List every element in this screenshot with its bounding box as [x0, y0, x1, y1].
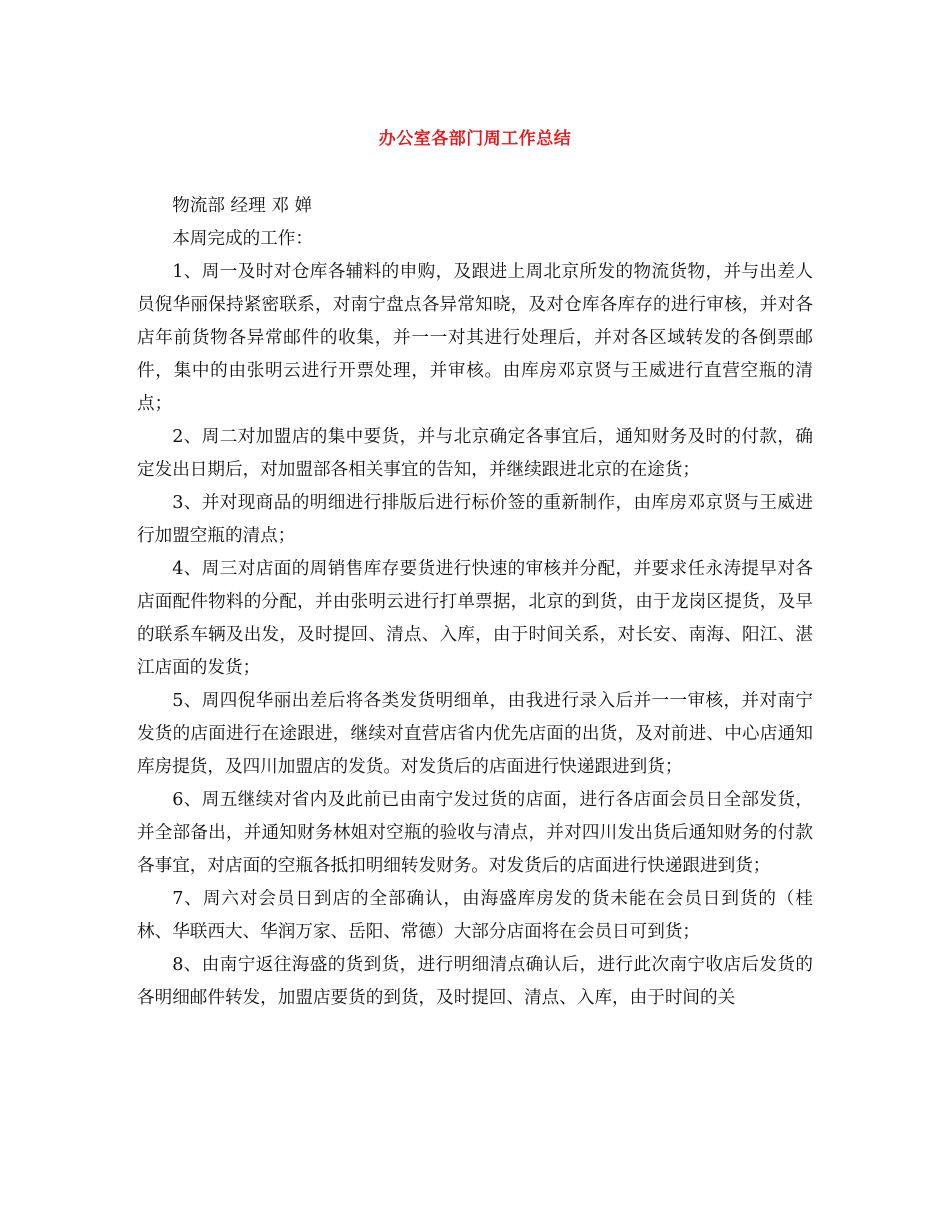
paragraph-item-3: 3、并对现商品的明细进行排版后进行标价签的重新制作，由库房邓京贤与王威进行加盟空瓶的清点； [137, 493, 813, 546]
paragraph-item-8: 8、由南宁返往海盛的货到货，进行明细清点确认后，进行此次南宁收店后发货的各明细邮件转发，加盟店要货的到货，及时提回、清点、入库，由于时间的关 [137, 955, 813, 1008]
author-line: 物流部 经理 邓 婵 [172, 196, 313, 216]
paragraph-item-7: 7、周六对会员日到店的全部确认，由海盛库房发的货未能在会员日到货的（桂林、华联西大、华润万家、岳阳、常德）大部分店面将在会员日可到货； [137, 889, 813, 942]
paragraph-item-4: 4、周三对店面的周销售库存要货进行快速的审核并分配，并要求任永涛提早对各店面配件物料的分配，并由张明云进行打单票据，北京的到货，由于龙岗区提货，及早的联系车辆及出发，及时提回、清点、入库，由于时间关系，对长安、南海、阳江、湛江店面的发货； [137, 559, 813, 678]
paragraph-item-2: 2、周二对加盟店的集中要货，并与北京确定各事宜后，通知财务及时的付款，确定发出日期后，对加盟部各相关事宜的告知，并继续跟进北京的在途货； [137, 427, 813, 480]
section-heading: 本周完成的工作： [172, 229, 313, 249]
paragraph-item-5: 5、周四倪华丽出差后将各类发货明细单，由我进行录入后并一一审核，并对南宁发货的店面进行在途跟进，继续对直营店省内优先店面的出货，及对前进、中心店通知库房提货，及四川加盟店的发货。对发货后的店面进行快递跟进到货； [137, 691, 813, 777]
paragraph-item-6: 6、周五继续对省内及此前已由南宁发过货的店面，进行各店面会员日全部发货，并全部备出，并通知财务林姐对空瓶的验收与清点，并对四川发出货后通知财务的付款各事宜，对店面的空瓶各抵扣明细转发财务。对发货后的店面进行快递跟进到货； [137, 790, 813, 876]
paragraph-item-1: 1、周一及时对仓库各辅料的申购，及跟进上周北京所发的物流货物，并与出差人员倪华丽保持紧密联系，对南宁盘点各异常知晓，及对仓库各库存的进行审核，并对各店年前货物各异常邮件的收集，并一一对其进行处理后，并对各区域转发的各倒票邮件，集中的由张明云进行开票处理，并审核。由库房邓京贤与王威进行直营空瓶的清点； [137, 262, 813, 414]
document-title: 办公室各部门周工作总结 [378, 129, 572, 149]
document-body [137, 190, 813, 1015]
